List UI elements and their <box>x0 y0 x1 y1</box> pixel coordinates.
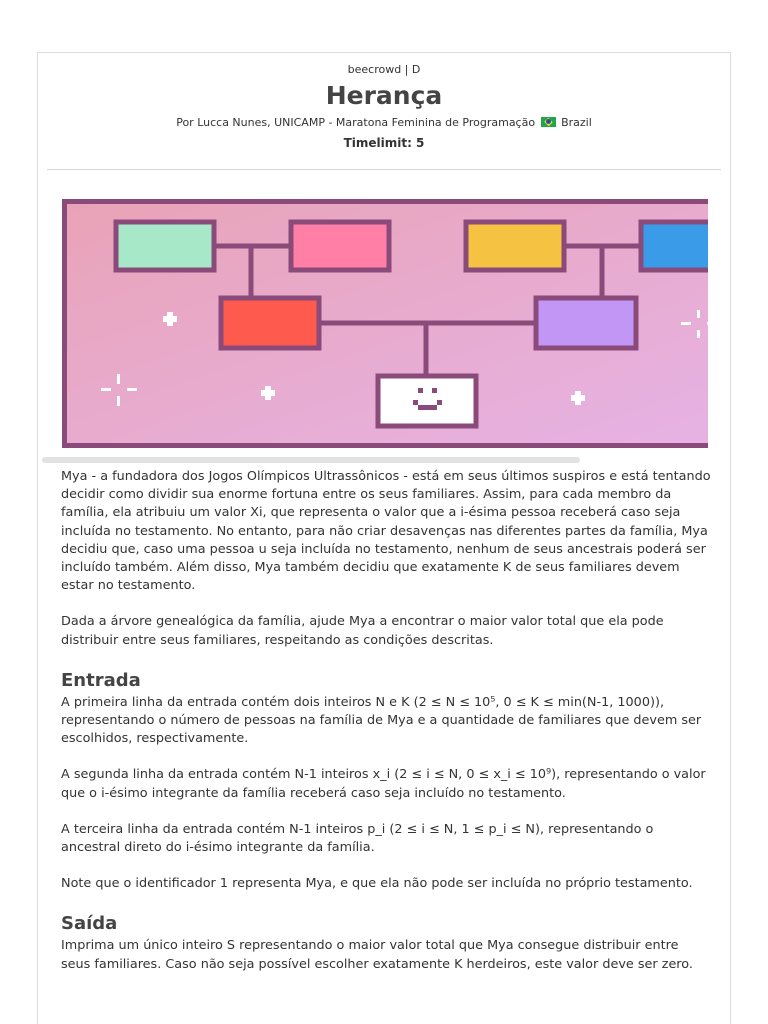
problem-statement <box>61 468 711 974</box>
description-paragraph-2: Dada a árvore genealógica da família, ajude Mya a encontrar o maior valor total que ela pode distribuir entre seus familiares, respeitando as condições descritas. <box>61 614 664 648</box>
input-paragraph-4: Note que o identificador 1 representa Mya, e que ela não pode ser incluída no próprio testamento. <box>61 876 693 892</box>
banner-horizontal-scrollbar[interactable] <box>42 457 580 463</box>
input-paragraph-2: A segunda linha da entrada contém N-1 inteiros x_i (2 ≤ i ≤ N, 0 ≤ x_i ≤ 10⁹), representando o valor que o i-ésimo integrante da família receberá caso seja incluído no testamento. <box>61 767 706 801</box>
country-label: Brazil <box>561 116 592 129</box>
output-paragraph-1: Imprima um único inteiro S representando o maior valor total que Mya consegue distribuir entre seus familiares. Caso não seja possível escolher exatamente K herdeiros, este valor deve ser zero. <box>61 938 693 972</box>
family-box-4 <box>641 222 708 270</box>
timelimit-label: Timelimit: 5 <box>343 136 425 150</box>
family-box-1 <box>116 222 214 270</box>
family-box-root <box>378 376 476 426</box>
input-heading: Entrada <box>61 669 141 691</box>
description-paragraph-1: Mya - a fundadora dos Jogos Olímpicos Ultrassônicos - está em seus últimos suspiros e está tentando decidir como dividir sua enorme fortuna entre os seus familiares. Assim, para cada membro da família, ela atribuiu um valor Xi, que representa o valor que a i-ésima pessoa receberá caso seja incluída no testamento. No entanto, para não criar desavenças nas diferentes partes da família, Mya decidiu que, caso uma pessoa u seja incluída no testamento, nenhum de seus ancestrais poderá ser incluído também. Além disso, Mya também decidiu que exatamente K de seus familiares devem estar no testamento. <box>61 469 711 594</box>
scrollbar-thumb[interactable] <box>42 457 580 463</box>
author-text: Por Lucca Nunes, UNICAMP - Maratona Feminina de Programação <box>176 116 536 129</box>
brazil-flag-icon <box>541 117 556 127</box>
family-tree-illustration <box>61 198 708 463</box>
problem-source: beecrowd | D <box>347 63 421 76</box>
family-box-6 <box>536 298 636 348</box>
family-box-3 <box>466 222 564 270</box>
problem-header <box>38 53 730 171</box>
problem-banner-image <box>61 198 708 463</box>
input-paragraph-1: A primeira linha da entrada contém dois inteiros N e K (2 ≤ N ≤ 10⁵, 0 ≤ K ≤ min(N-1, 1000)), representando o número de pessoas na família de Mya e a quantidade de familiares que devem ser escolhidos, respectivamente. <box>61 694 702 747</box>
input-paragraph-3: A terceira linha da entrada contém N-1 inteiros p_i (2 ≤ i ≤ N, 1 ≤ p_i ≤ N), representando o ancestral direto do i-ésimo integrante da família. <box>61 821 654 856</box>
family-box-5 <box>221 298 319 348</box>
output-heading: Saída <box>61 913 118 935</box>
problem-author <box>38 116 730 129</box>
family-box-2 <box>291 222 389 270</box>
problem-title: Herança <box>325 81 443 110</box>
header-divider <box>47 169 721 170</box>
